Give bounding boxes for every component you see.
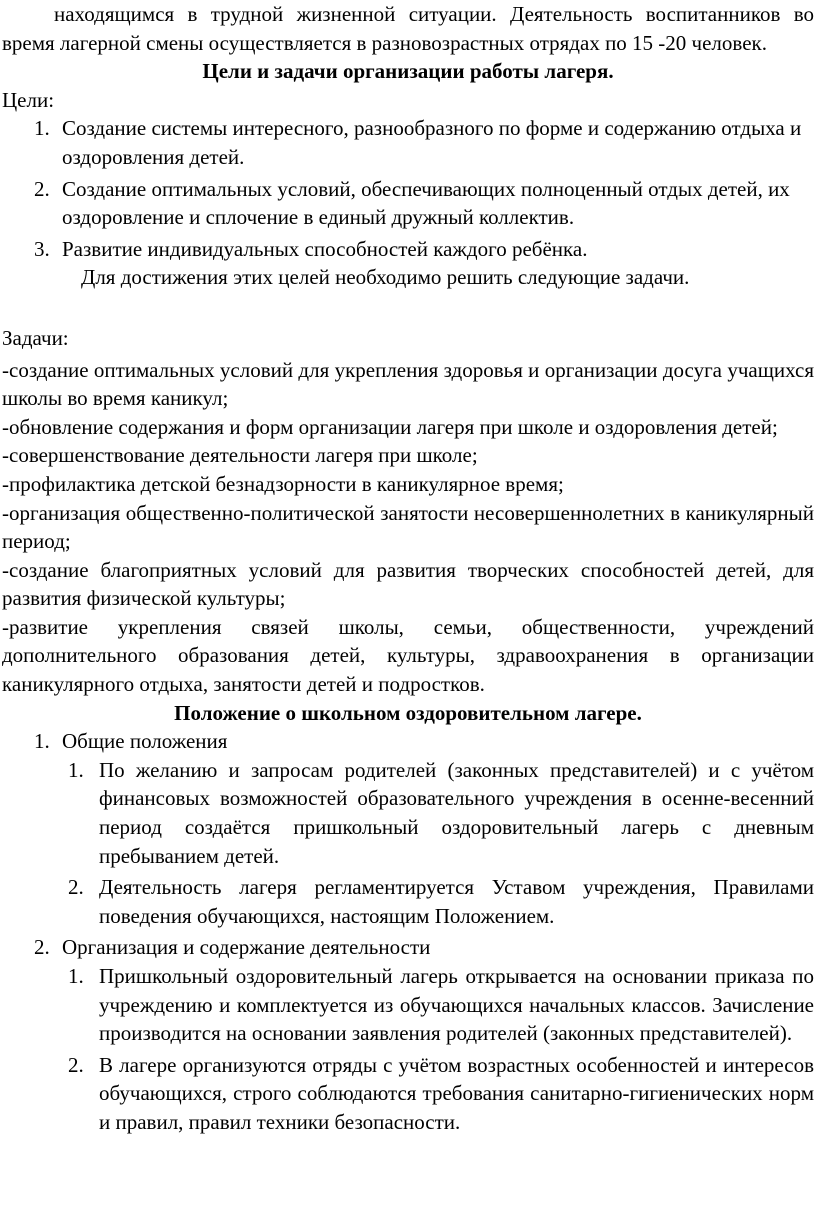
- clause-item: [2, 873, 814, 930]
- goals-label: Цели:: [2, 87, 55, 112]
- goals-heading: Цели и задачи организации работы лагеря.: [202, 59, 614, 84]
- task-item: -профилактика детской безнадзорности в каникулярное время;: [2, 471, 564, 496]
- clause-number: 2.: [68, 875, 84, 900]
- task-item: -развитие укрепления связей школы, семьи, общественности, учреждений дополнительного образования детей, культуры, здравоохранения в организации каникулярного отдыха, занятости детей и подростков.: [2, 614, 814, 697]
- goal-number: 3.: [34, 236, 50, 261]
- intro-paragraph: находящимся в трудной жизненной ситуации. Деятельность воспитанников во время лагерной смены осуществляется в разновозрастных отрядах по 15 -20 человек.: [2, 2, 814, 55]
- task-item: -обновление содержания и форм организации лагеря при школе и оздоровления детей;: [2, 414, 778, 439]
- goal-text: Развитие индивидуальных способностей каждого ребёнка.: [62, 236, 588, 261]
- goals-closing: Для достижения этих целей необходимо решить следующие задачи.: [81, 265, 690, 290]
- goal-number: 1.: [34, 116, 50, 141]
- clause-item: [2, 962, 814, 1048]
- goal-text: Создание оптимальных условий, обеспечивающих полноценный отдых детей, их оздоровление и сплочение в единый дружный коллектив.: [62, 176, 790, 230]
- tasks-list: [2, 356, 814, 699]
- clause-number: 1.: [68, 964, 84, 988]
- clause-item: [2, 756, 814, 870]
- task-item: -совершенствование деятельности лагеря при школе;: [2, 443, 478, 468]
- spacer: [2, 292, 814, 320]
- goal-number: 2.: [34, 176, 50, 201]
- goals-list: [2, 114, 814, 263]
- section-title-row: [2, 933, 814, 962]
- clause-text: Деятельность лагеря регламентируется Уставом учреждения, Правилами поведения обучающихся, настоящим Положением.: [99, 875, 814, 928]
- clause-text: По желанию и запросам родителей (законных представителей) и с учётом финансовых возможностей образовательного учреждения в осенне-весенний период создаётся пришкольный оздоровительный лагерь с дневным пребыванием детей.: [99, 757, 814, 868]
- section-title: Организация и содержание деятельности: [62, 935, 431, 960]
- section-title: Общие положения: [62, 729, 228, 754]
- section-number: 1.: [34, 729, 50, 754]
- clause-text: Пришкольный оздоровительный лагерь открывается на основании приказа по учреждению и комплектуется из обучающихся начальных классов. Зачисление производится на основании заявления родителей (законных представителей).: [99, 964, 814, 1046]
- task-item: -создание благоприятных условий для развития творческих способностей детей, для развития физической культуры;: [2, 557, 814, 611]
- regulation-section: [2, 933, 814, 1136]
- section-title-row: [2, 727, 814, 756]
- clause-item: [2, 1051, 814, 1137]
- regulation-heading: Положение о школьном оздоровительном лагере.: [174, 700, 642, 725]
- clause-number: 1.: [68, 757, 84, 782]
- clause-text: В лагере организуются отряды с учётом возрастных особенностей и интересов обучающихся, строго соблюдаются требования санитарно-гигиенических норм и правил, правил техники безопасности.: [99, 1052, 814, 1134]
- goal-item: [2, 175, 814, 232]
- tasks-label: Задачи:: [2, 325, 69, 350]
- task-item: -создание оптимальных условий для укрепления здоровья и организации досуга учащихся школы во время каникул;: [2, 357, 814, 411]
- regulation-section: [2, 727, 814, 930]
- goal-text: Создание системы интересного, разнообразного по форме и содержанию отдыха и оздоровления детей.: [62, 116, 802, 169]
- section-number: 2.: [34, 935, 50, 960]
- task-item: -организация общественно-политической занятости несовершеннолетних в каникулярный период;: [2, 500, 814, 554]
- clause-number: 2.: [68, 1052, 84, 1077]
- goal-item: [2, 235, 814, 264]
- goal-item: [2, 114, 814, 171]
